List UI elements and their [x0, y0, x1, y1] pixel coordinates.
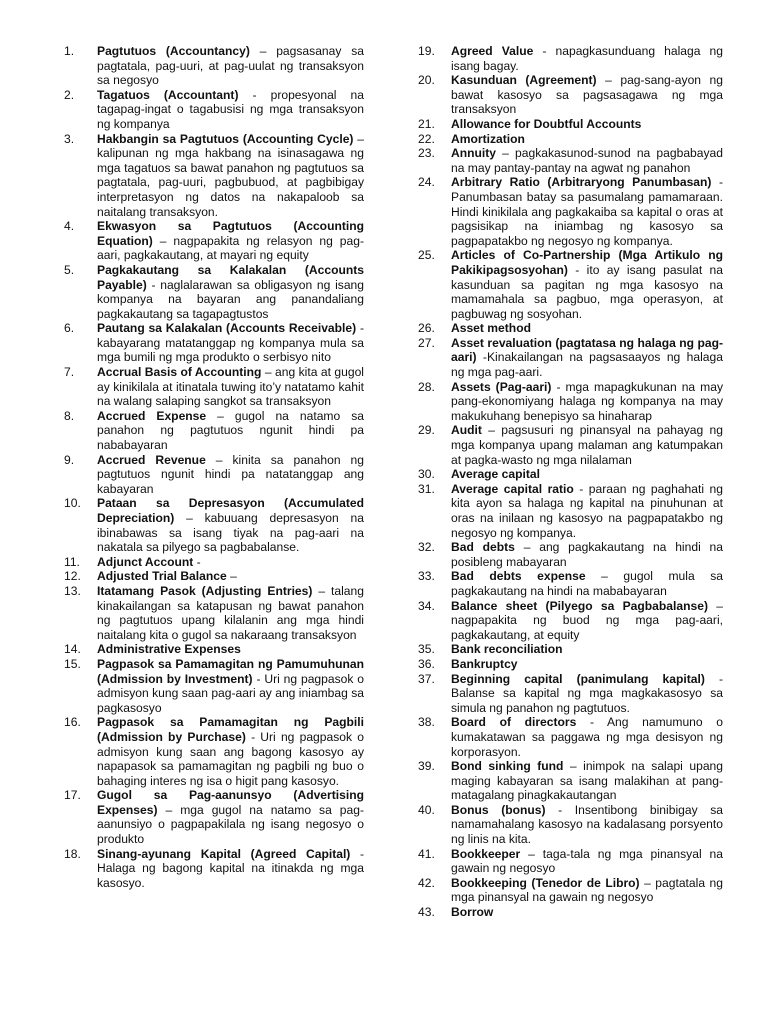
glossary-entry [64, 555, 364, 570]
entry-number: 31. [418, 481, 435, 496]
glossary-entry [64, 321, 364, 365]
entry-number: 23. [418, 146, 435, 161]
entry-number: 29. [418, 423, 435, 438]
glossary-entry [418, 117, 723, 132]
entry-term: Itatamang Pasok (Adjusting Entries) [97, 583, 313, 598]
entry-body [451, 847, 723, 876]
entry-body [97, 219, 364, 263]
glossary-entry [64, 584, 364, 642]
glossary-entry [418, 540, 723, 569]
entry-term: Balance sheet (Pilyego sa Pagbabalanse) [451, 598, 708, 613]
entry-term: Bad debts expense [451, 569, 586, 584]
entry-definition: - [193, 554, 201, 569]
entry-definition: – pagsasanay sa pagtatala, pag-uuri, at pag-uulat ng transaksyon sa negosyo [97, 44, 364, 88]
entry-term: Assets (Pag-aari) [451, 379, 552, 394]
entry-body [451, 175, 723, 248]
entry-definition: - napagkasunduang halaga ng isang bagay. [451, 44, 723, 73]
entry-body [97, 409, 364, 453]
entry-definition: – [226, 569, 237, 584]
entry-number: 37. [418, 671, 435, 686]
glossary-entry [418, 672, 723, 716]
entry-definition: – nagpapakita ng relasyon ng pag-aari, pagkakautang, at mayari ng equity [97, 233, 364, 263]
entry-term: Kasunduan (Agreement) [451, 73, 597, 88]
glossary-entry [418, 423, 723, 467]
entry-definition: - Ang namumuno o kumakatawan sa paggawa ng mga desisyon ng korporasyon. [451, 715, 723, 759]
entry-definition: – kinita sa panahon ng pagtutuos ngunit hindi pa natatanggap ang kabayaran [97, 452, 364, 496]
entry-body [451, 467, 723, 482]
entry-body [97, 555, 364, 570]
entry-term: Agreed Value [451, 44, 534, 58]
entry-term: Bad debts [451, 540, 515, 555]
entry-number: 19. [418, 44, 435, 58]
entry-number: 11. [64, 554, 80, 569]
entry-term: Tagatuos (Accountant) [97, 87, 239, 102]
entry-term: Bonus (bonus) [451, 802, 546, 817]
entry-number: 21. [418, 116, 435, 131]
entry-body [97, 847, 364, 891]
glossary-right-column [418, 44, 723, 920]
entry-definition: - kabayarang matatanggap ng kompanya mula sa mga bumili ng mga produkto o serbisyo nito [97, 321, 364, 365]
entry-number: 13. [64, 583, 81, 598]
glossary-entry [64, 569, 364, 584]
entry-term: Allowance for Doubtful Accounts [451, 116, 642, 131]
entry-definition: – kabuuang depresasyon na ibinabawas sa isang tiyak na pag-aari na nakatala sa pilyego sa pagbabalanse. [97, 511, 364, 555]
glossary-left-column [64, 44, 364, 890]
glossary-entry [418, 876, 723, 905]
entry-term: Pagkakautang sa Kalakalan (Accounts Payable) [97, 262, 364, 292]
glossary-entry [64, 263, 364, 321]
entry-term: Administrative Expenses [97, 642, 241, 657]
entry-body [451, 569, 723, 598]
entry-body [97, 715, 364, 788]
entry-number: 15. [64, 656, 81, 671]
glossary-entry [64, 453, 364, 497]
entry-definition: - Uri ng pagpasok o admisyon kung saan pag-aari ay ang iniambag sa pagkasosyo [97, 671, 365, 715]
entry-definition: - paraan ng paghahati ng kita ayon sa halaga ng kapital na pinuhunan at oras na inilaan ng kasosyo na pagpapatakbo ng negosyo ng kompanya. [451, 481, 723, 540]
entry-number: 27. [418, 335, 435, 350]
glossary-entry [418, 175, 723, 248]
entry-definition: – ang pagkakautang na hindi na posibleng mabayaran [451, 540, 723, 569]
entry-term: Accrual Basis of Accounting [97, 365, 262, 380]
entry-body [451, 715, 723, 759]
entry-number: 34. [418, 598, 435, 613]
glossary-entry [418, 482, 723, 540]
entry-body [451, 132, 723, 147]
entry-number: 5. [64, 262, 75, 277]
entry-body [97, 496, 364, 554]
entry-term: Pagpasok sa Pamamagitan ng Pagbili (Admission by Purchase) [97, 715, 364, 744]
entry-number: 43. [418, 905, 435, 920]
entry-number: 8. [64, 408, 75, 423]
entry-number: 12. [64, 569, 81, 584]
glossary-entry [418, 905, 723, 920]
entry-term: Bankruptcy [451, 656, 518, 671]
entry-term: Sinang-ayunang Kapital (Agreed Capital) [97, 846, 351, 861]
glossary-entry [418, 73, 723, 117]
entry-definition: – pagkakasunod-sunod na pagbabayad na may pantay-pantay na agwat ng panahon [451, 146, 723, 175]
entry-term: Audit [451, 423, 482, 438]
entry-number: 25. [418, 248, 435, 263]
glossary-entry [418, 321, 723, 336]
glossary-entry [64, 365, 364, 409]
entry-term: Borrow [451, 905, 494, 920]
entry-number: 9. [64, 452, 75, 467]
glossary-entry [418, 248, 723, 321]
entry-term: Amortization [451, 131, 525, 146]
glossary-entry [418, 380, 723, 424]
entry-number: 32. [418, 540, 435, 555]
entry-definition: - Balanse sa kapital ng mga magkakasosyo sa simula ng panahon ng pagtutuos. [451, 671, 723, 715]
entry-term: Ekwasyon sa Pagtutuos (Accounting Equation) [97, 219, 364, 248]
entry-body [451, 44, 723, 73]
entry-body [451, 642, 723, 657]
entry-term: Accrued Expense [97, 408, 207, 423]
entry-term: Accrued Revenue [97, 452, 206, 467]
entry-body [451, 759, 723, 803]
glossary-entry [64, 132, 364, 220]
entry-definition: – ang kita at gugol ay kinikilala at itinatala tuwing ito’y natatamo kahit na walang salaping sangkot sa transaksyon [97, 365, 364, 409]
glossary-entry [418, 132, 723, 147]
entry-number: 3. [64, 131, 75, 146]
entry-body [451, 876, 723, 905]
entry-body [97, 263, 364, 321]
glossary-entry [418, 847, 723, 876]
entry-body [97, 44, 364, 88]
entry-body [451, 248, 723, 321]
entry-definition: – inimpok na salapi upang maging kabayaran sa isang malakihan at pang-matagalang pinagkakautangan [451, 759, 723, 803]
glossary-entry [64, 88, 364, 132]
entry-number: 2. [64, 87, 75, 102]
entry-term: Bookkeeper [451, 846, 521, 861]
entry-number: 4. [64, 219, 75, 234]
entry-number: 16. [64, 715, 81, 730]
entry-term: Adjusted Trial Balance [97, 569, 227, 584]
glossary-entry [64, 44, 364, 88]
glossary-entry [418, 599, 723, 643]
entry-term: Average capital [451, 467, 540, 482]
entry-number: 18. [64, 846, 81, 861]
entry-body [451, 117, 723, 132]
glossary-entry [418, 759, 723, 803]
entry-number: 10. [64, 496, 81, 511]
entry-term: Bank reconciliation [451, 642, 563, 657]
entry-number: 35. [418, 642, 435, 657]
glossary-entry [418, 657, 723, 672]
entry-body [451, 657, 723, 672]
entry-definition: – taga-tala ng mga pinansyal na gawain ng negosyo [451, 846, 723, 876]
glossary-entry [64, 219, 364, 263]
entry-term: Asset revaluation (pagtatasa ng halaga ng pag-aari) [451, 335, 723, 365]
entry-definition: - propesyonal na tagapag-ingat o tagabusisi ng mga transaksyon ng kompanya [97, 87, 364, 131]
entry-term: Average capital ratio [451, 481, 574, 496]
entry-term: Articles of Co-Partnership (Mga Artikulo ng Pakikipagsosyohan) [451, 248, 723, 277]
entry-number: 40. [418, 802, 435, 817]
entry-number: 36. [418, 656, 435, 671]
entry-number: 26. [418, 321, 435, 336]
glossary-entry [418, 44, 723, 73]
entry-term: Pautang sa Kalakalan (Accounts Receivable) [97, 321, 357, 336]
entry-term: Pagtutuos (Accountancy) [97, 44, 250, 58]
entry-body [97, 569, 364, 584]
entry-term: Hakbangin sa Pagtutuos (Accounting Cycle) [97, 131, 354, 146]
entry-definition: -Kinakailangan na pagsasaayos ng halaga ng mga pag-aari. [451, 350, 723, 380]
entry-number: 33. [418, 569, 435, 584]
entry-definition: - naglalarawan sa obligasyon ng isang kompanya na bayaran ang panandaliang pagkakautang sa tagapagtustos [97, 277, 364, 321]
entry-term: Adjunct Account [97, 554, 194, 569]
glossary-entry [64, 788, 364, 846]
entry-number: 42. [418, 875, 435, 890]
entry-definition: - Halaga ng bagong kapital na itinakda ng mga kasosyo. [97, 846, 365, 890]
entry-body [451, 540, 723, 569]
glossary-entry [418, 642, 723, 657]
entry-number: 41. [418, 846, 435, 861]
entry-body [451, 321, 723, 336]
entry-definition: – pag-sang-ayon ng bawat kasosyo sa pagsasagawa ng mga transaksyon [451, 73, 723, 117]
entry-term: Bond sinking fund [451, 759, 564, 774]
entry-number: 17. [64, 788, 81, 803]
entry-term: Pataan sa Depresasyon (Accumulated Depreciation) [97, 496, 364, 525]
entry-term: Board of directors [451, 715, 577, 730]
glossary-entry [418, 336, 723, 380]
entry-definition: – nagpapakita ng buod ng mga pag-aari, pagkakautang, at equity [451, 598, 723, 642]
glossary-entry [64, 657, 364, 715]
entry-body [97, 132, 364, 220]
entry-number: 7. [64, 365, 75, 380]
entry-number: 22. [418, 131, 435, 146]
entry-body [451, 146, 723, 175]
entry-body [451, 380, 723, 424]
entry-term: Arbitrary Ratio (Arbitraryong Panumbasan) [451, 175, 712, 190]
entry-term: Beginning capital (panimulang kapital) [451, 671, 705, 686]
entry-definition: - ito ay isang pasulat na kasunduan sa pagitan ng mga kasosyo na mamamahala sa pagbuo, mga operasyon, at pagbuwag ng sosyohan. [451, 262, 723, 321]
entry-term: Pagpasok sa Pamamagitan ng Pamumuhunan (Admission by Investment) [97, 656, 364, 686]
entry-number: 6. [64, 321, 75, 336]
entry-definition: - Uri ng pagpasok o admisyon kung saan ang bagong kasosyo ay napapasok sa pamamagitan ng pagbili ng buo o bahaging interes ng isa o higit pang kasosyo. [97, 729, 364, 788]
entry-definition: – talang kinakailangan sa katapusan ng bawat panahon ng pagtutuos upang kilalanin ang mga hindi naitalang kita o gugol sa nakaraang transaksyon [97, 583, 364, 642]
entry-definition: – gugol na natamo sa panahon ng pagtutuos ngunit hindi pa nababayaran [97, 408, 364, 453]
entry-number: 1. [64, 44, 75, 58]
entry-body [451, 905, 723, 920]
entry-definition: – pagsusuri ng pinansyal na pahayag ng mga kompanya upang malaman ang katumpakan at pagka-wasto ng mga nilalaman [451, 423, 723, 467]
entry-body [451, 423, 723, 467]
entry-body [451, 672, 723, 716]
entry-term: Asset method [451, 321, 531, 336]
entry-number: 14. [64, 642, 81, 657]
entry-definition: - Insentibong binibigay sa namamahalang kasosyo na kadalasang porsyento ng linis na kita. [451, 802, 723, 847]
entry-body [451, 73, 723, 117]
entry-definition: - Panumbasan batay sa pasumalang pamamaraan. Hindi kinikilala ang pagkakaiba sa kapital o oras at pagsisikap na iniambag ng kasosyo sa pagpapatakbo ng negosyo ng kompanya. [451, 175, 724, 248]
entry-body [97, 657, 364, 715]
entry-body [451, 482, 723, 540]
entry-body [97, 321, 364, 365]
glossary-entry [64, 496, 364, 554]
entry-number: 20. [418, 73, 435, 88]
entry-term: Gugol sa Pag-aanunsyo (Advertising Expenses) [97, 788, 364, 817]
entry-body [451, 599, 723, 643]
glossary-entry [64, 715, 364, 788]
glossary-entry [64, 642, 364, 657]
entry-definition: – kalipunan ng mga hakbang na isinasagawa ng mga tagatuos sa bawat panahon ng pagtutuos sa pagtatala, pag-uuri, pagbubuod, at pagbibigay interpretasyon ng datos na nakapaloob sa naitalang transaksyon. [97, 131, 365, 219]
glossary-entry [418, 146, 723, 175]
entry-body [97, 453, 364, 497]
glossary-entry [418, 467, 723, 482]
entry-body [97, 584, 364, 642]
entry-body [451, 803, 723, 847]
glossary-entry [418, 803, 723, 847]
glossary-entry [418, 715, 723, 759]
glossary-entry [64, 409, 364, 453]
entry-number: 39. [418, 759, 435, 774]
entry-number: 38. [418, 715, 435, 730]
entry-body [97, 88, 364, 132]
entry-term: Bookkeeping (Tenedor de Libro) [451, 875, 640, 890]
entry-number: 30. [418, 467, 435, 482]
entry-number: 24. [418, 175, 435, 190]
entry-body [451, 336, 723, 380]
entry-body [97, 788, 364, 846]
entry-term: Annuity [451, 146, 497, 161]
entry-definition: - mga mapagkukunan na may pang-ekonomiyang halaga ng kompanya na may makukuhang benepisyo sa hinaharap [451, 379, 723, 423]
entry-definition: – pagtatala ng mga pinansyal na gawain ng negosyo [451, 875, 723, 905]
entry-body [97, 365, 364, 409]
glossary-entry [418, 569, 723, 598]
entry-definition: – gugol mula sa pagkakautang na hindi na mababayaran [451, 569, 723, 598]
entry-definition: – mga gugol na natamo sa pag-aanunsiyo o pagpapakilala ng isang negosyo o produkto [97, 802, 364, 847]
glossary-entry [64, 847, 364, 891]
entry-number: 28. [418, 379, 435, 394]
entry-body [97, 642, 364, 657]
